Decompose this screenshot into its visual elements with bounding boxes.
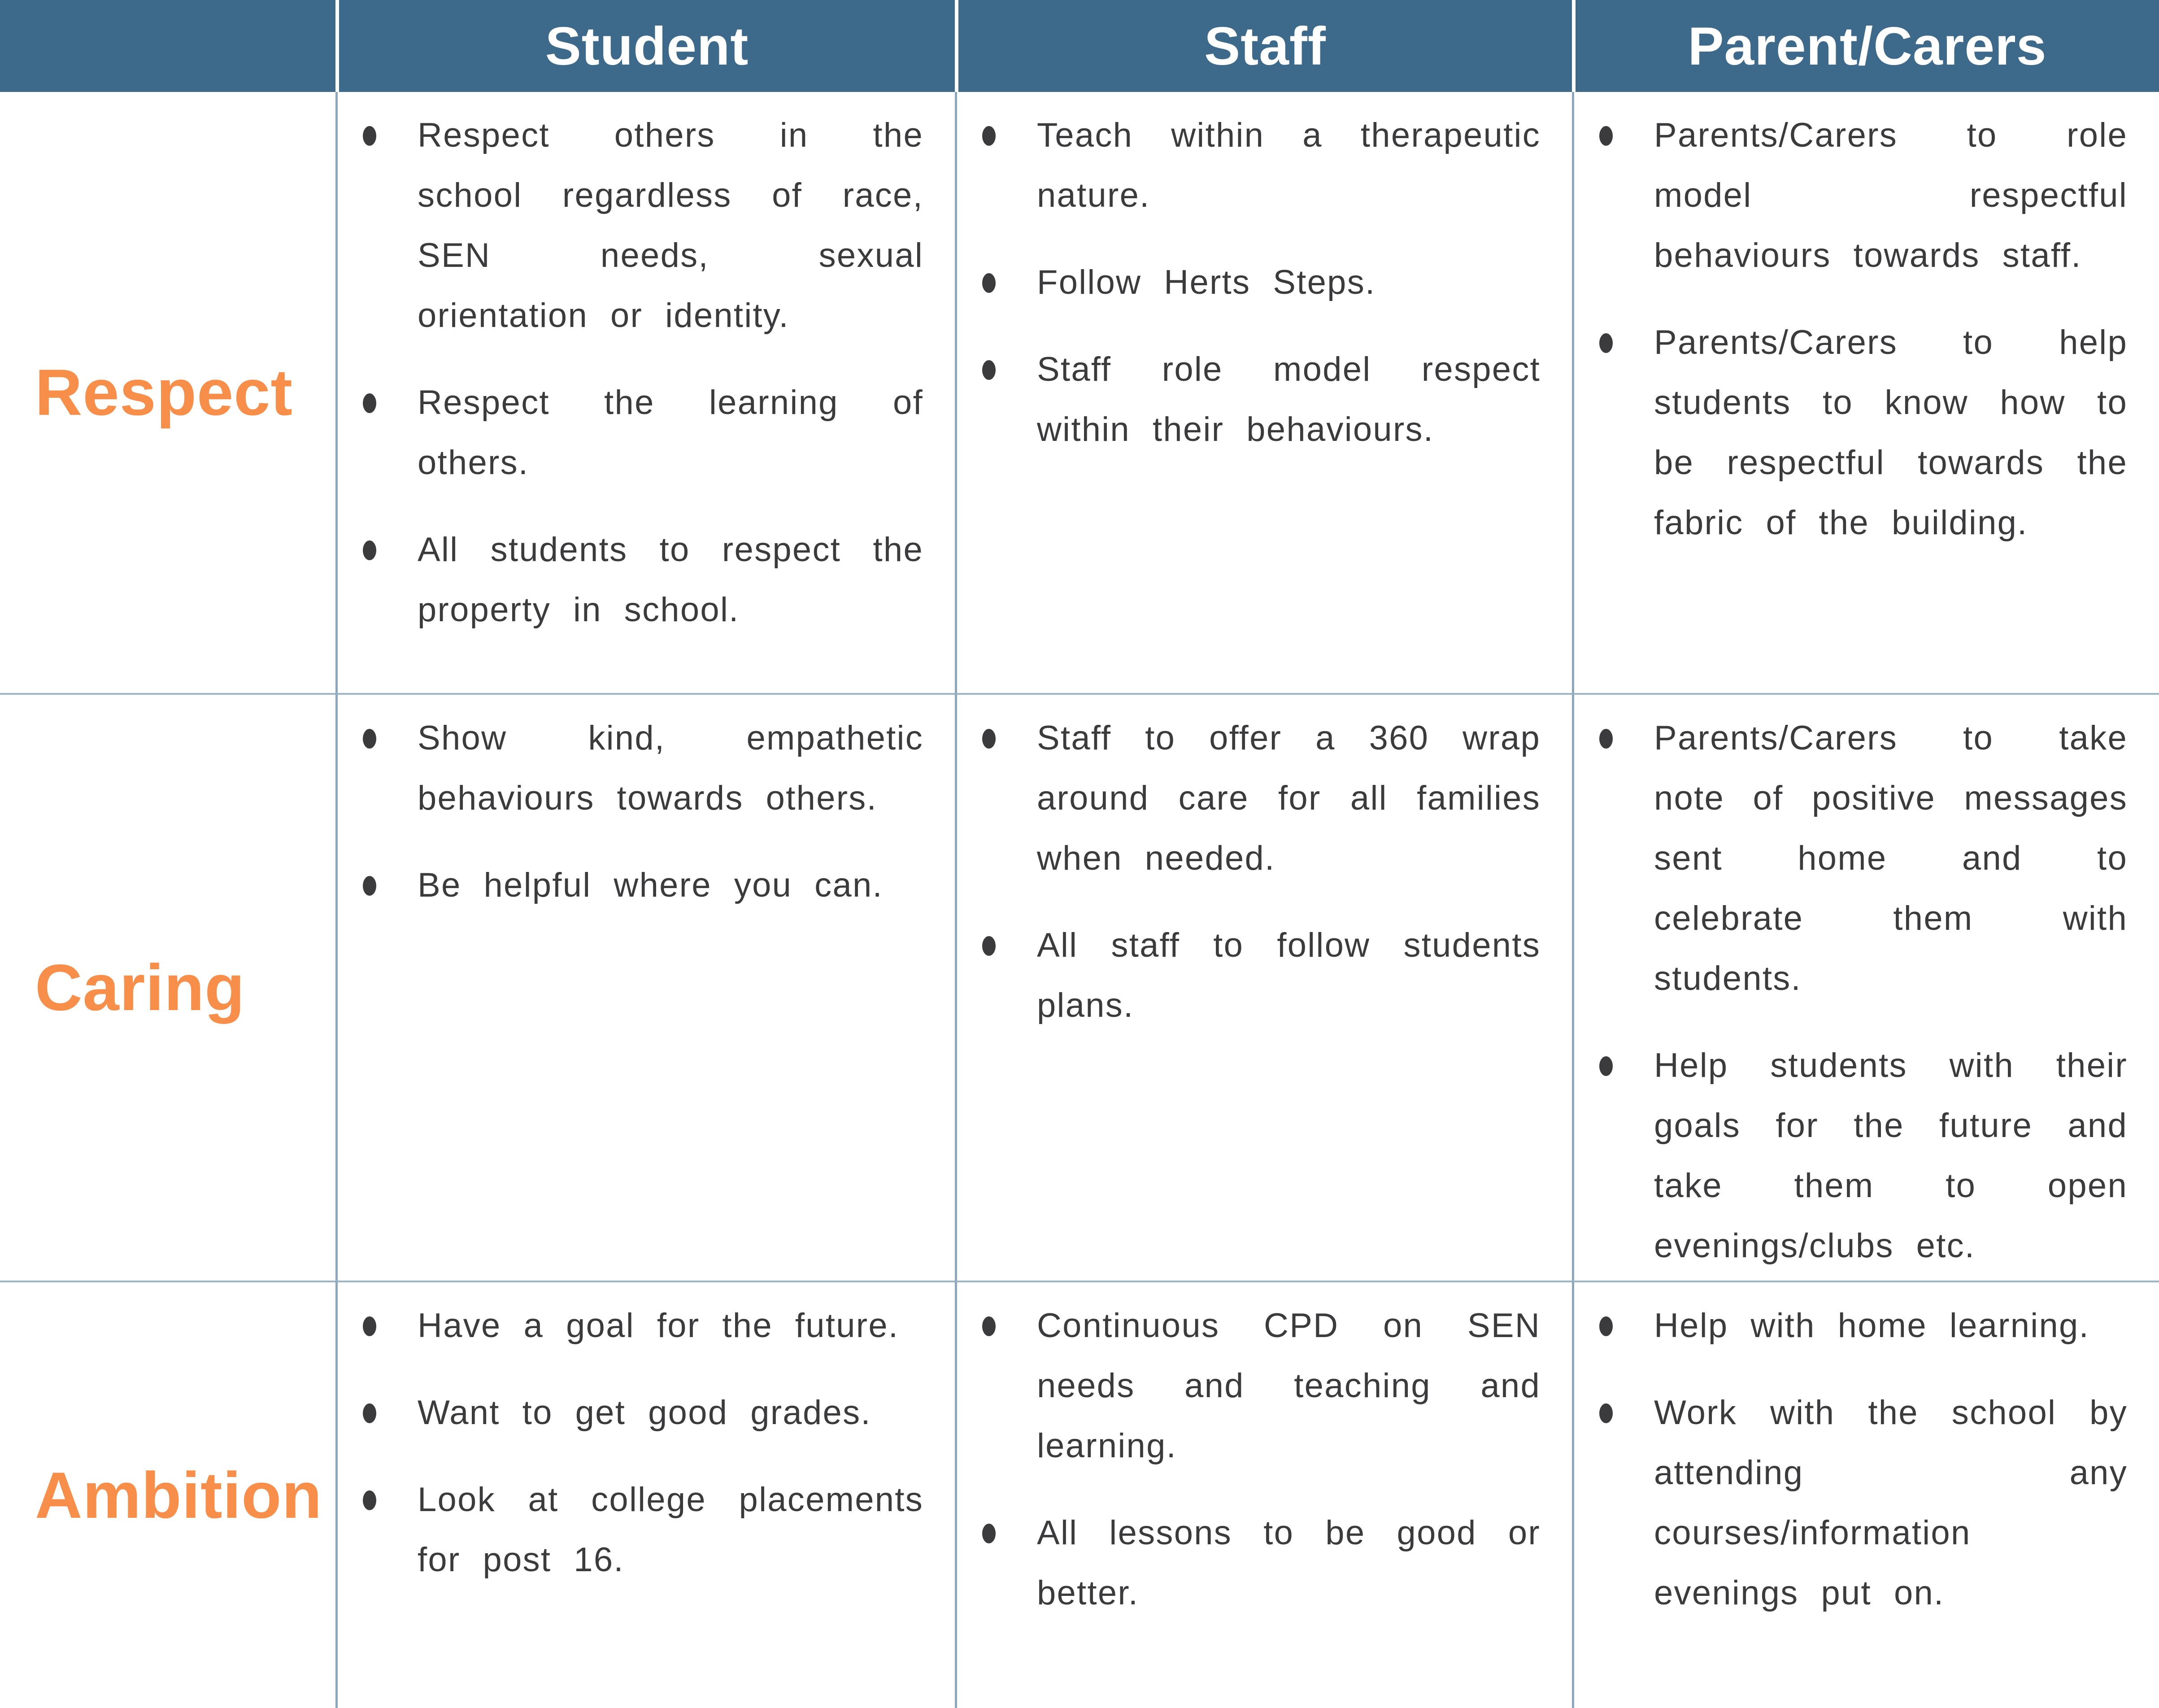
bullet-text: All lessons to be good or better. [1037,1514,1541,1612]
header-parent-carers-label: Parent/Carers [1688,16,2047,76]
bullet-icon [363,1490,376,1510]
bullet-icon [982,1316,996,1336]
bullet-list [957,105,1545,460]
row-label-ambition [0,1281,335,1708]
bullet-icon [1599,333,1613,353]
bullet-icon [363,729,376,749]
header-parent-carers-cell [1572,0,2159,92]
bullet-icon [982,1524,996,1543]
list-item [418,105,923,346]
bullet-text: Look at college placements for post 16. [418,1481,923,1579]
bullet-icon [1599,126,1613,146]
bullet-icon [982,729,996,749]
row-label-caring [0,693,335,1281]
header-staff-label: Staff [1204,16,1326,76]
bullet-text: Parents/Carers to take note of positive messages sent home and to celebrate them with students. [1654,719,2128,998]
cell-ambition-student [335,1281,955,1708]
bullet-list [1574,105,2132,553]
bullet-text: Help with home learning. [1654,1307,2089,1345]
bullet-icon [982,360,996,380]
header-staff-cell [955,0,1572,92]
list-item [1037,1296,1541,1476]
list-item [1037,915,1541,1036]
cell-caring-staff [955,693,1572,1281]
header-student-cell [335,0,955,92]
bullet-text: Follow Herts Steps. [1037,263,1376,301]
bullet-icon [982,273,996,293]
list-item [1037,105,1541,226]
bullet-text: Respect others in the school regardless of race, SEN needs, sexual orientation or identity. [418,116,923,335]
bullet-list [338,708,928,915]
list-item [1037,1503,1541,1623]
list-item [1654,708,2128,1009]
bullet-icon [1599,1056,1613,1076]
row-label-text: Caring [35,951,245,1024]
list-item [418,373,923,493]
cell-ambition-parent-carers [1572,1281,2159,1708]
list-item [1654,1296,2128,1356]
bullet-icon [1599,1316,1613,1336]
cell-ambition-staff [955,1281,1572,1708]
list-item [1654,313,2128,553]
list-item [1037,708,1541,889]
bullet-list [338,105,928,640]
cell-respect-parent-carers [1572,92,2159,693]
bullet-icon [363,1316,376,1336]
bullet-text: Parents/Carers to role model respectful behaviours towards staff. [1654,116,2128,274]
bullet-text: Staff to offer a 360 wrap around care for all families when needed. [1037,719,1541,877]
bullet-list [1574,1296,2132,1623]
list-item [418,520,923,640]
list-item [1037,340,1541,460]
bullet-icon [363,540,376,560]
row-label-text: Respect [35,356,293,429]
bullet-text: Show kind, empathetic behaviours towards others. [418,719,923,817]
bullet-icon [1599,1403,1613,1423]
cell-caring-parent-carers [1572,693,2159,1281]
list-item [1654,1383,2128,1623]
bullet-icon [1599,729,1613,749]
list-item [418,855,923,915]
bullet-text: Continuous CPD on SEN needs and teaching and learning. [1037,1307,1541,1465]
bullet-icon [982,936,996,956]
header-corner-cell [0,0,335,92]
bullet-icon [363,1403,376,1423]
bullet-list [338,1296,928,1590]
bullet-icon [982,126,996,146]
row-label-respect [0,92,335,693]
row-label-text: Ambition [35,1458,322,1532]
bullet-list [957,708,1545,1036]
bullet-text: Staff role model respect within their behaviours. [1037,350,1541,449]
bullet-text: All staff to follow students plans. [1037,926,1541,1024]
bullet-text: Help students with their goals for the future and take them to open evenings/clubs etc. [1654,1046,2128,1265]
cell-respect-staff [955,92,1572,693]
list-item [1037,253,1541,313]
list-item [418,708,923,828]
cell-caring-student [335,693,955,1281]
bullet-text: Have a goal for the future. [418,1307,899,1345]
bullet-list [957,1296,1545,1623]
bullet-text: Teach within a therapeutic nature. [1037,116,1541,214]
bullet-list [1574,708,2132,1276]
bullet-text: Be helpful where you can. [418,866,883,904]
list-item [1654,1036,2128,1276]
list-item [418,1296,923,1356]
cell-respect-student [335,92,955,693]
list-item [418,1470,923,1590]
bullet-text: Parents/Carers to help students to know how to be respectful towards the fabric of the building. [1654,323,2128,542]
bullet-icon [363,876,376,896]
bullet-text: All students to respect the property in school. [418,531,923,629]
bullet-icon [363,393,376,413]
list-item [1654,105,2128,286]
list-item [418,1383,923,1443]
bullet-text: Want to get good grades. [418,1394,871,1432]
header-student-label: Student [545,16,749,76]
bullet-icon [363,126,376,146]
bullet-text: Work with the school by attending any courses/information evenings put on. [1654,1394,2128,1612]
bullet-text: Respect the learning of others. [418,383,923,482]
